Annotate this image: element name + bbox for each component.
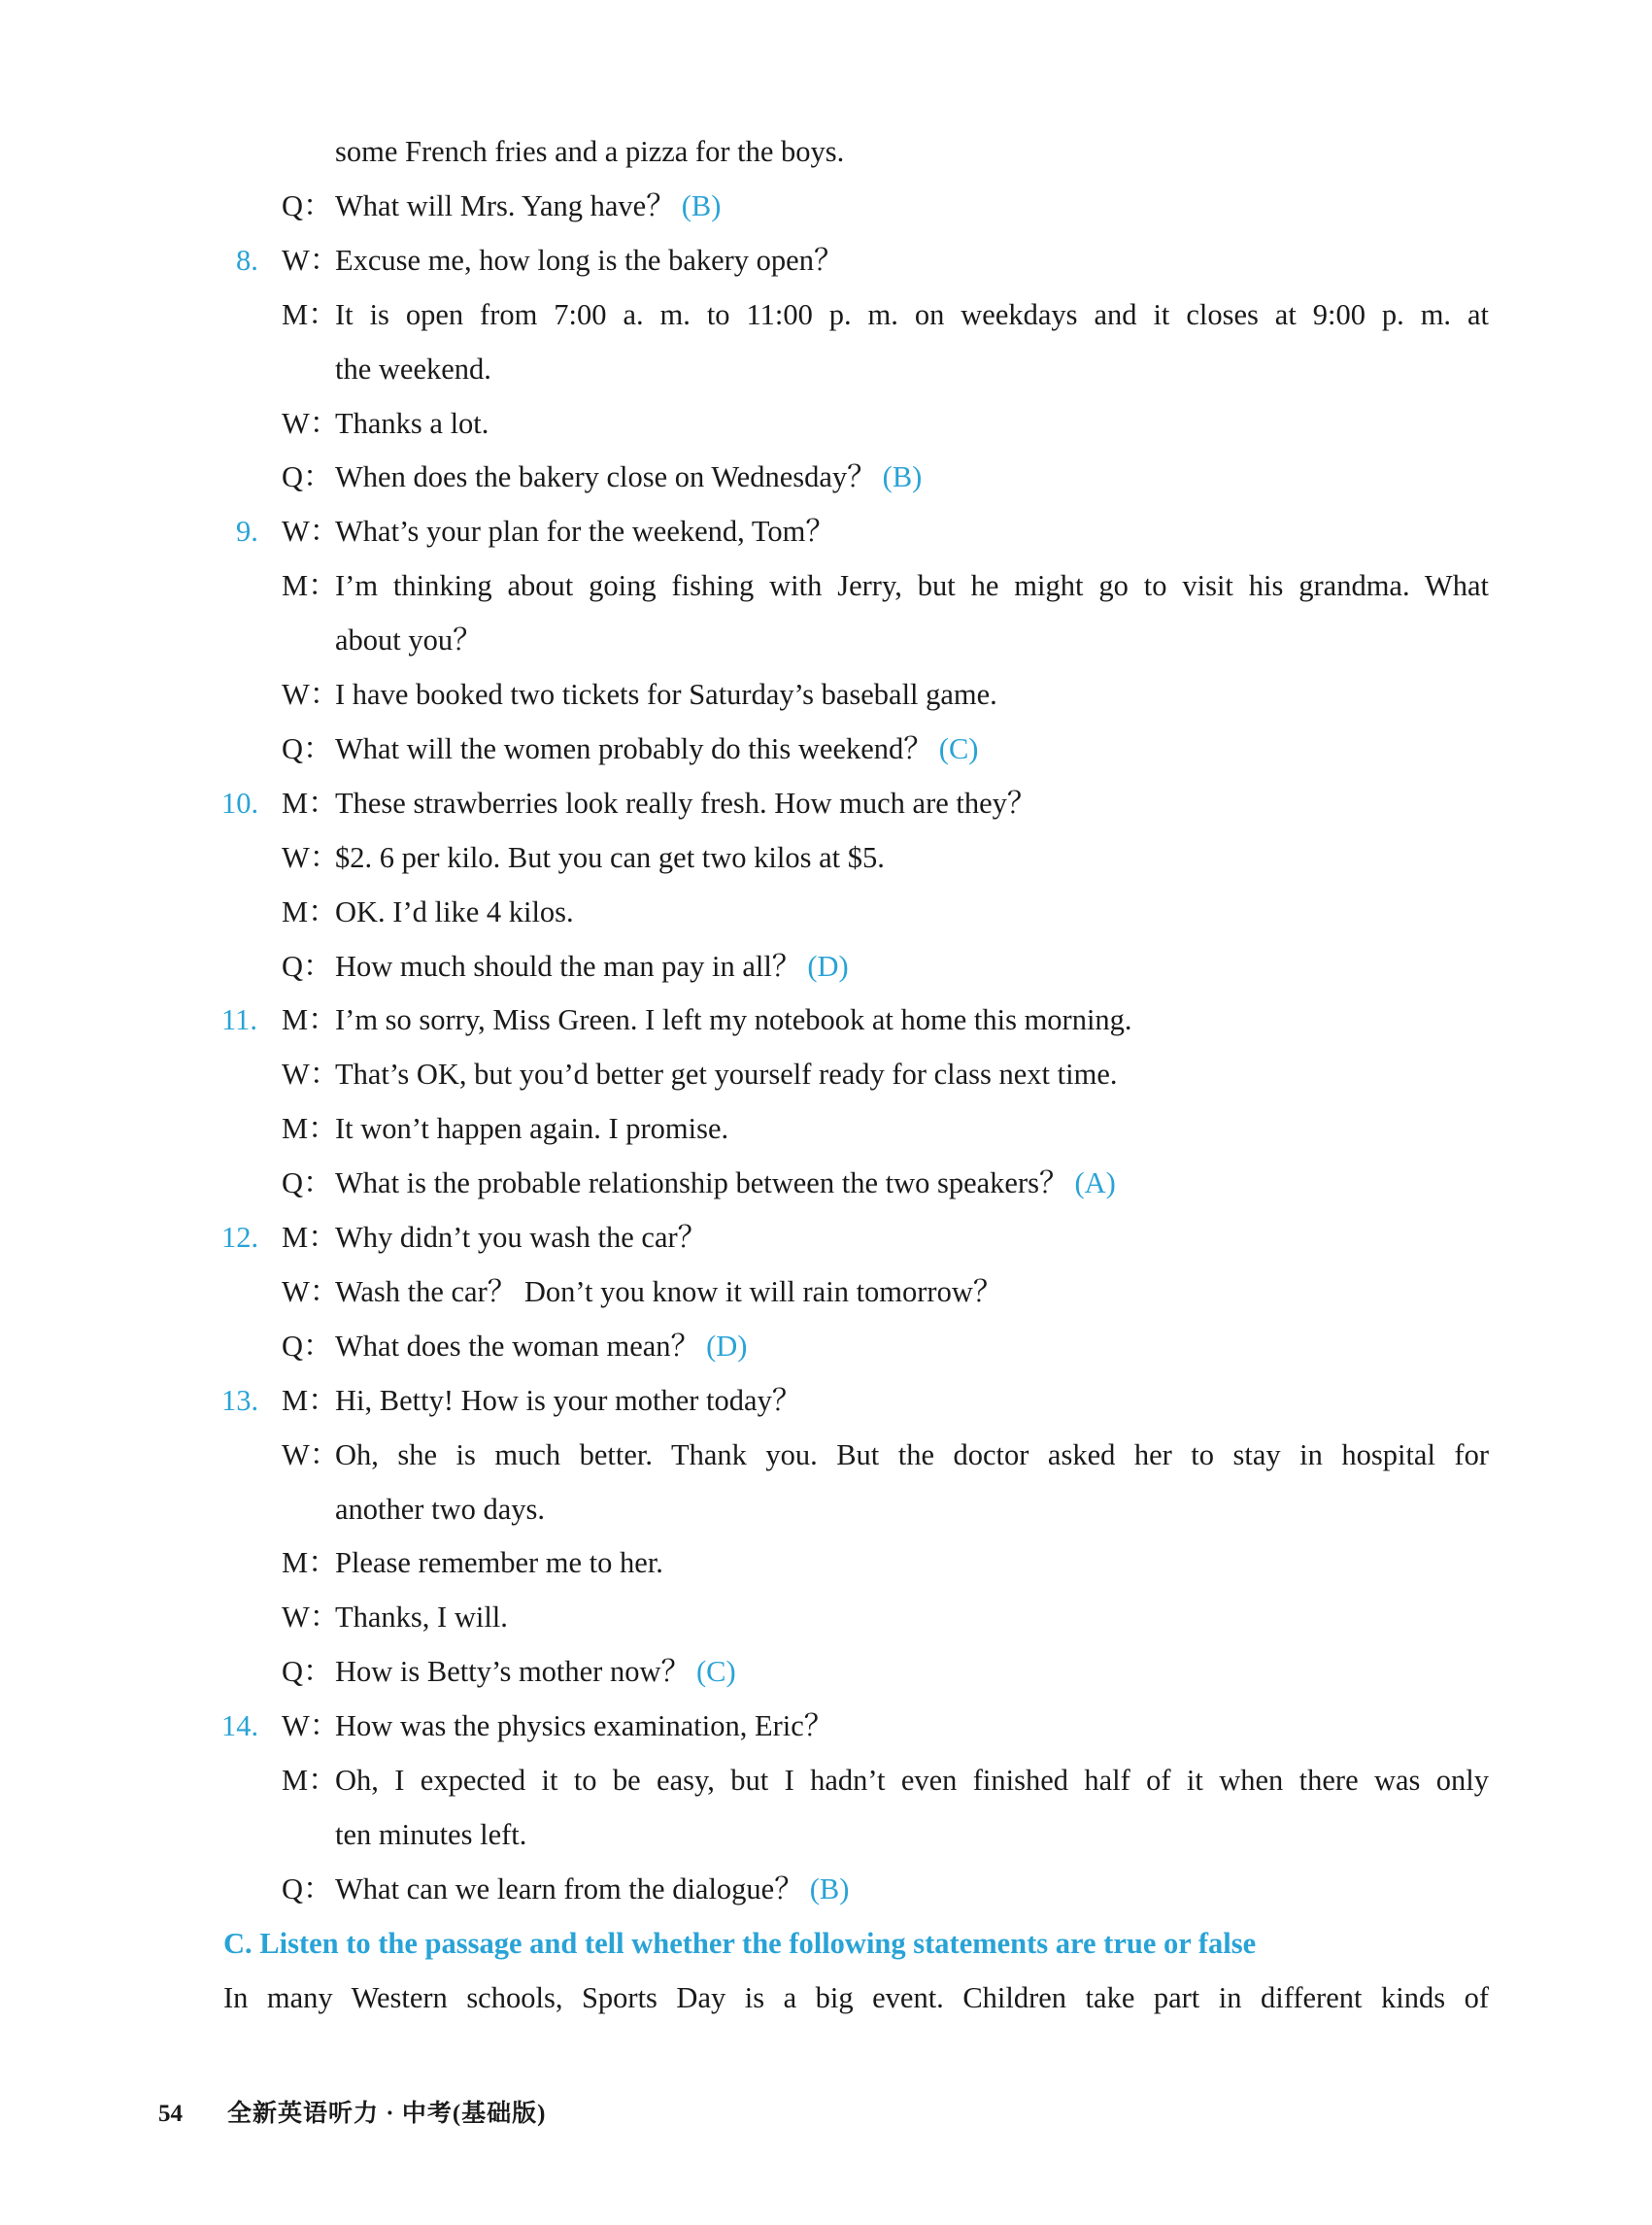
- speaker-label: W：: [282, 406, 340, 440]
- speaker-label: M：: [282, 569, 338, 603]
- speaker-label: W：: [282, 1709, 340, 1743]
- transcript-line: [0, 233, 1652, 287]
- transcript-line: [0, 1210, 1652, 1264]
- transcript-line: [0, 1482, 1652, 1536]
- dialogue-text-wrap: [335, 776, 1036, 830]
- transcript-line: [0, 1862, 1652, 1916]
- dialogue-text-wrap: [335, 1644, 736, 1699]
- dialogue-text-wrap: [335, 1699, 833, 1753]
- speaker-label: W：: [282, 1437, 340, 1471]
- speaker-label: Q：: [282, 460, 333, 494]
- speaker-label: M：: [282, 1112, 338, 1146]
- transcript-line: [0, 993, 1652, 1047]
- answer-key: (C): [938, 731, 979, 765]
- dialogue-text: What can we learn from the dialogue？: [335, 1871, 804, 1905]
- transcript-line: [0, 1156, 1652, 1210]
- dialogue-text: That’s OK, but you’d better get yourself ready for class next time.: [335, 1058, 1118, 1092]
- answer-key: (A): [1074, 1166, 1116, 1200]
- dialogue-text: How much should the man pay in all？: [335, 949, 802, 983]
- transcript-line: [0, 830, 1652, 885]
- dialogue-text: OK. I’d like 4 kilos.: [335, 894, 574, 928]
- dialogue-text: How is Betty’s mother now？: [335, 1655, 691, 1689]
- speaker-label: M：: [282, 786, 338, 820]
- speaker-label: Q：: [282, 1166, 333, 1200]
- dialogue-text: What’s your plan for the weekend, Tom？: [335, 515, 835, 549]
- dialogue-text: What is the probable relationship between the two speakers？: [335, 1166, 1069, 1200]
- transcript-line: [0, 1101, 1652, 1156]
- question-number: 11.: [221, 1003, 257, 1037]
- speaker-label: W：: [282, 515, 340, 549]
- page-number: 54: [158, 2101, 183, 2127]
- speaker-label: Q：: [282, 731, 333, 765]
- transcript-line: [0, 1047, 1652, 1101]
- answer-key: (C): [696, 1655, 736, 1689]
- question-number: 8.: [236, 243, 258, 277]
- section-heading: [0, 1916, 1652, 1971]
- transcript-line: [0, 776, 1652, 830]
- transcript-line: [0, 504, 1652, 558]
- transcript-line: [0, 613, 1652, 667]
- dialogue-text: Thanks, I will.: [335, 1601, 508, 1635]
- speaker-label: W：: [282, 1274, 340, 1308]
- dialogue-text: It is open from 7:00 a. m. to 11:00 p. m. on weekdays and it closes at 9:00 p. m. at: [335, 297, 1489, 331]
- dialogue-text: It won’t happen again. I promise.: [335, 1112, 729, 1146]
- transcript-line: [0, 1971, 1652, 2025]
- dialogue-text: Hi, Betty! How is your mother today？: [335, 1383, 802, 1417]
- speaker-label: M：: [282, 1546, 338, 1580]
- transcript-line: [0, 667, 1652, 722]
- speaker-label: M：: [282, 297, 338, 331]
- dialogue-text: Oh, I expected it to be easy, but I hadn’t even finished half of it when there was only: [335, 1764, 1489, 1797]
- transcript-line: [0, 396, 1652, 451]
- dialogue-text: $2. 6 per kilo. But you can get two kilos at $5.: [335, 840, 885, 874]
- speaker-label: Q：: [282, 1871, 333, 1905]
- dialogue-text-wrap: [335, 1156, 1116, 1210]
- continuation-text: the weekend.: [335, 352, 491, 386]
- dialogue-text: Thanks a lot.: [335, 406, 489, 440]
- transcript-line: [0, 450, 1652, 504]
- dialogue-text-wrap: [335, 1590, 508, 1644]
- continuation-text: another two days.: [335, 1492, 545, 1526]
- dialogue-text: What does the woman mean？: [335, 1329, 701, 1363]
- answer-key: (B): [882, 460, 923, 494]
- speaker-label: W：: [282, 840, 340, 874]
- dialogue-text: These strawberries look really fresh. How much are they？: [335, 786, 1037, 820]
- question-number: 10.: [221, 786, 259, 820]
- dialogue-text-wrap: [335, 885, 574, 939]
- passage-text: In many Western schools, Sports Day is a big event. Children take part in different kinds of: [223, 1980, 1489, 2014]
- transcript-line: [0, 1590, 1652, 1644]
- speaker-label: M：: [282, 1221, 338, 1254]
- dialogue-text-wrap: [335, 1210, 707, 1264]
- transcript-line: [0, 179, 1652, 233]
- dialogue-text: How was the physics examination, Eric？: [335, 1709, 834, 1743]
- transcript-line: [0, 124, 1652, 179]
- dialogue-text: What will the women probably do this weekend？: [335, 731, 933, 765]
- dialogue-text-wrap: [335, 1862, 849, 1916]
- transcript-line: [0, 1699, 1652, 1753]
- dialogue-text: I have booked two tickets for Saturday’s baseball game.: [335, 678, 997, 711]
- speaker-label: Q：: [282, 1655, 333, 1689]
- dialogue-text: Please remember me to her.: [335, 1546, 663, 1580]
- dialogue-text-wrap: [335, 993, 1132, 1047]
- transcript-line: [0, 1807, 1652, 1862]
- book-title: 全新英语听力 · 中考(基础版): [227, 2101, 547, 2127]
- transcript-line: [0, 1264, 1652, 1319]
- transcript-line: [0, 1753, 1652, 1807]
- continuation-text: some French fries and a pizza for the boys.: [335, 135, 845, 168]
- transcript-line: [0, 939, 1652, 994]
- continuation-text: ten minutes left.: [335, 1817, 527, 1851]
- question-number: 14.: [221, 1709, 259, 1743]
- speaker-label: M：: [282, 894, 338, 928]
- dialogue-text-wrap: [335, 939, 849, 994]
- question-number: 13.: [221, 1383, 259, 1417]
- transcript-line: [0, 885, 1652, 939]
- question-number: 9.: [236, 515, 258, 549]
- dialogue-text-wrap: [335, 233, 843, 287]
- question-number: 12.: [221, 1221, 259, 1254]
- dialogue-text: Oh, she is much better. Thank you. But the doctor asked her to stay in hospital for: [335, 1437, 1489, 1471]
- answer-key: (B): [681, 188, 722, 222]
- dialogue-text: I’m so sorry, Miss Green. I left my notebook at home this morning.: [335, 1003, 1132, 1037]
- dialogue-text-wrap: [335, 1319, 747, 1373]
- transcript-line: [0, 1373, 1652, 1428]
- speaker-label: W：: [282, 678, 340, 711]
- dialogue-text-wrap: [335, 1373, 801, 1428]
- speaker-label: Q：: [282, 1329, 333, 1363]
- speaker-label: M：: [282, 1764, 338, 1797]
- dialogue-text-wrap: [335, 830, 885, 885]
- transcript-line: [0, 342, 1652, 396]
- dialogue-text-wrap: [335, 396, 489, 451]
- transcript-line: [0, 558, 1652, 613]
- answer-key: (B): [809, 1871, 850, 1905]
- dialogue-text: When does the bakery close on Wednesday？: [335, 460, 877, 494]
- transcript-line: [0, 1319, 1652, 1373]
- speaker-label: M：: [282, 1383, 338, 1417]
- transcript-line: [0, 1428, 1652, 1482]
- speaker-label: W：: [282, 1601, 340, 1635]
- dialogue-text-wrap: [335, 1101, 728, 1156]
- dialogue-text-wrap: [335, 1264, 1002, 1319]
- speaker-label: Q：: [282, 188, 333, 222]
- speaker-label: Q：: [282, 949, 333, 983]
- dialogue-text-wrap: [335, 179, 721, 233]
- answer-key: (D): [807, 949, 849, 983]
- transcript-line: [0, 1535, 1652, 1590]
- transcript-line: [0, 287, 1652, 342]
- dialogue-text-wrap: [335, 1535, 663, 1590]
- transcript-line: [0, 1644, 1652, 1699]
- dialogue-text-wrap: [335, 450, 922, 504]
- speaker-label: W：: [282, 1058, 340, 1092]
- dialogue-text: I’m thinking about going fishing with Jerry, but he might go to visit his grandma. What: [335, 569, 1489, 603]
- dialogue-text-wrap: [335, 504, 835, 558]
- continuation-text: about you？: [335, 624, 483, 657]
- dialogue-text-wrap: [335, 1047, 1117, 1101]
- dialogue-text: Excuse me, how long is the bakery open？: [335, 243, 844, 277]
- answer-key: (D): [706, 1329, 748, 1363]
- dialogue-text: Why didn’t you wash the car？: [335, 1221, 708, 1254]
- dialogue-text-wrap: [335, 722, 978, 776]
- dialogue-text: What will Mrs. Yang have？: [335, 188, 676, 222]
- dialogue-text: Wash the car？ Don’t you know it will rain tomorrow？: [335, 1274, 1003, 1308]
- transcript-line: [0, 722, 1652, 776]
- section-title: C. Listen to the passage and tell whether the following statements are true or false: [223, 1926, 1257, 1960]
- speaker-label: W：: [282, 243, 340, 277]
- dialogue-text-wrap: [335, 667, 997, 722]
- speaker-label: M：: [282, 1003, 338, 1037]
